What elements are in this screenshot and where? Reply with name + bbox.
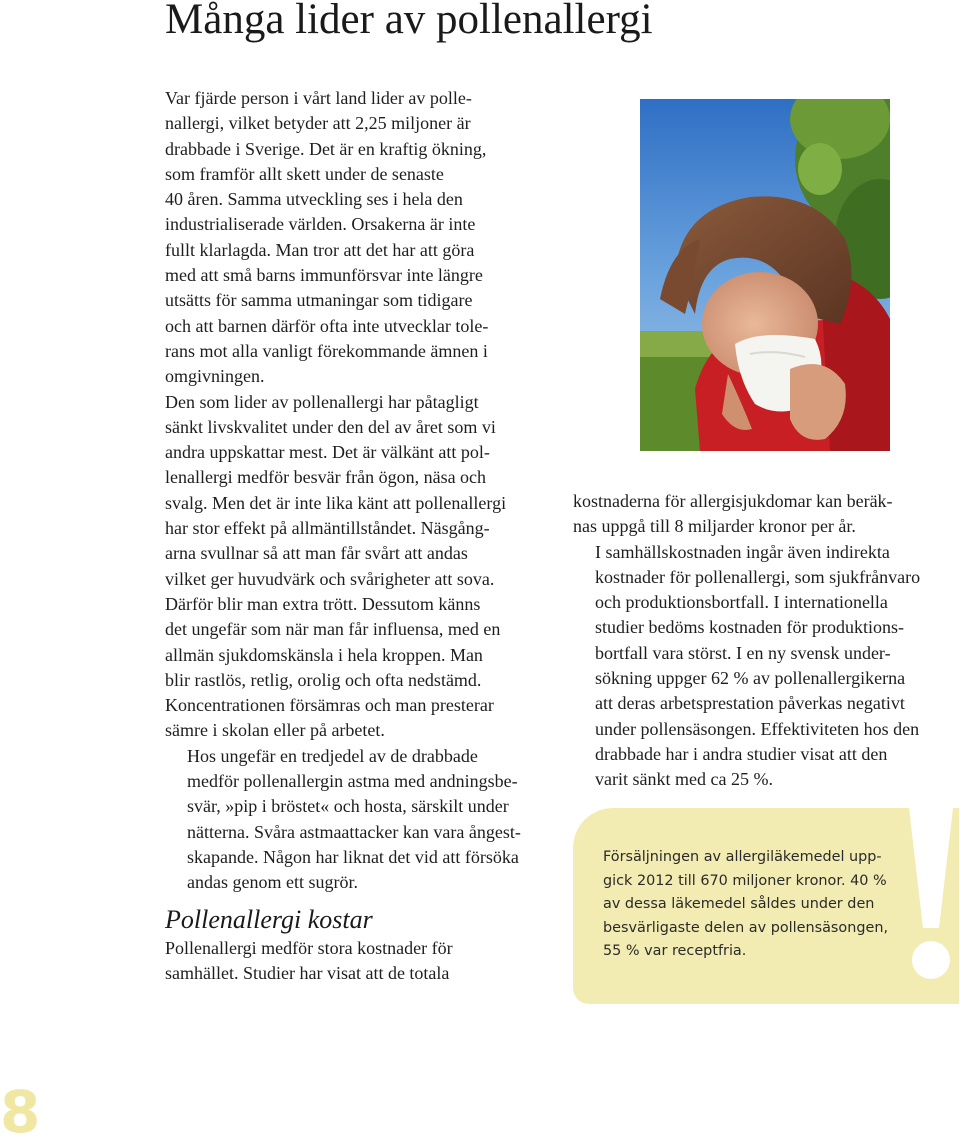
paragraph-6 <box>573 540 958 793</box>
text-line: det ungefär som när man får influensa, med en <box>165 619 501 640</box>
text-line: besvärligaste delen av pollensäsongen, <box>603 919 889 936</box>
section-heading: Pollenallergi kostar <box>165 904 373 934</box>
text-line: svär, »pip i bröstet« och hosta, särskilt under <box>187 796 509 817</box>
photo-sneezing-woman <box>640 99 890 451</box>
page-number: 8 <box>0 1078 41 1146</box>
text-line: nas uppgå till 8 miljarder kronor per år. <box>573 516 856 537</box>
text-line: drabbade har i andra studier visat att den <box>595 743 888 764</box>
paragraph-3 <box>165 744 555 896</box>
text-line: av dessa läkemedel såldes under den <box>603 896 875 912</box>
paragraph-4 <box>165 936 555 987</box>
text-line: skapande. Någon har liknat det vid att försöka <box>187 846 519 867</box>
text-line: arna svullnar så att man får svårt att andas <box>165 543 468 564</box>
text-line: rans mot alla vanligt förekommande ämnen i <box>165 340 488 361</box>
text-line: 40 åren. Samma utveckling ses i hela den <box>165 189 463 210</box>
text-line: omgivningen. <box>165 366 265 387</box>
right-column <box>573 489 958 793</box>
text-line: sämre i skolan eller på arbetet. <box>165 720 385 741</box>
text-line: utsätts för samma utmaningar som tidigare <box>165 290 473 311</box>
text-line: I samhällskostnaden ingår även indirekta <box>595 541 890 562</box>
text-line: har stor effekt på allmäntillståndet. Näsgång- <box>165 518 490 539</box>
page-title: Många lider av pollenallergi <box>165 0 653 43</box>
text-line: och produktionsbortfall. I internationella <box>595 592 888 613</box>
paragraph-2 <box>165 390 555 744</box>
text-line: bortfall vara störst. I en ny svensk under- <box>595 642 891 663</box>
text-line: Koncentrationen försämras och man presterar <box>165 695 494 716</box>
text-line: kostnader för pollenallergi, som sjukfrånvaro <box>595 566 921 587</box>
text-line: kostnaderna för allergisjukdomar kan beräk- <box>573 491 893 511</box>
text-line: 55 % var receptfria. <box>603 943 747 959</box>
text-line: studier bedöms kostnaden för produktions- <box>595 617 904 638</box>
fact-text <box>603 846 923 964</box>
text-line: blir rastlös, retlig, orolig och ofta nedstämd. <box>165 669 482 690</box>
text-line: varit sänkt med ca 25 %. <box>595 769 773 790</box>
text-line: Därför blir man extra trött. Dessutom känns <box>165 593 481 614</box>
text-line: Hos ungefär en tredjedel av de drabbade <box>187 745 478 766</box>
left-column <box>165 86 555 986</box>
text-line: fullt klarlagda. Man tror att det har att göra <box>165 239 475 260</box>
text-line: allmän sjukdomskänsla i hela kroppen. Man <box>165 644 483 665</box>
text-line: sökning uppger 62 % av pollenallergikerna <box>595 668 906 689</box>
text-line: med att små barns immunförsvar inte längre <box>165 265 483 286</box>
text-line: som framför allt skett under de senaste <box>165 163 444 184</box>
text-line: lenallergi medför besvär från ögon, näsa och <box>165 467 487 488</box>
text-line: svalg. Men det är inte lika känt att pollenallergi <box>165 492 507 513</box>
text-line: vilket ger huvudvärk och svårigheter att sova. <box>165 568 495 589</box>
text-line: gick 2012 till 670 miljoner kronor. 40 % <box>603 872 887 889</box>
text-line: samhället. Studier har visat att de totala <box>165 962 450 983</box>
text-line: industrialiserade världen. Orsakerna är inte <box>165 214 476 235</box>
text-line: Pollenallergi medför stora kostnader för <box>165 937 453 958</box>
text-line: Var fjärde person i vårt land lider av polle- <box>165 88 472 108</box>
paragraph-1 <box>165 86 555 390</box>
text-line: andas genom ett sugrör. <box>187 872 358 893</box>
text-line: att deras arbetsprestation påverkas negativt <box>595 693 905 714</box>
text-line: Den som lider av pollenallergi har påtagligt <box>165 391 479 412</box>
text-line: andra uppskattar mest. Det är välkänt att pol- <box>165 442 490 463</box>
text-line: sänkt livskvalitet under den del av året som vi <box>165 416 496 437</box>
text-line: under pollensäsongen. Effektiviteten hos den <box>595 718 920 739</box>
text-line: och att barnen därför ofta inte utvecklar tole- <box>165 315 489 336</box>
text-line: medför pollenallergin astma med andningsbe- <box>187 771 518 792</box>
text-line: drabbade i Sverige. Det är en kraftig ökning, <box>165 138 487 159</box>
paragraph-5 <box>573 489 958 540</box>
text-line: Försäljningen av allergiläkemedel upp- <box>603 849 882 865</box>
text-line: nallergi, vilket betyder att 2,25 miljoner är <box>165 113 471 134</box>
text-line: nätterna. Svåra astmaattacker kan vara ångest- <box>187 821 521 842</box>
fact-box <box>573 808 959 1004</box>
